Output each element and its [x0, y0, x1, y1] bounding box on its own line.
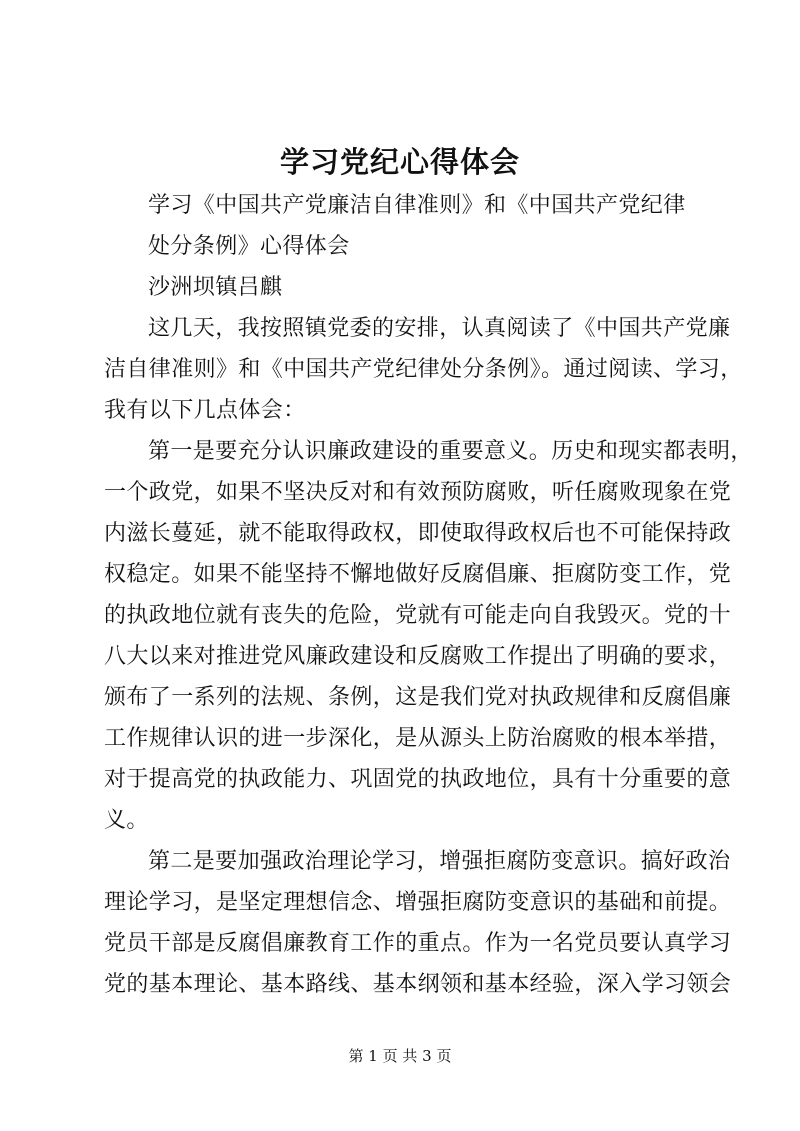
author-line: 沙洲坝镇吕麒 [148, 275, 283, 300]
paragraph-line: 理论学习，是坚定理想信念、增强拒腐防变意识的基础和前提。 [104, 890, 732, 915]
paragraph-line: 的执政地位就有丧失的危险，党就有可能走向自我毁灭。党的十 [104, 603, 732, 628]
paragraph-line: 一个政党，如果不坚决反对和有效预防腐败，听任腐败现象在党 [104, 480, 732, 505]
paragraph-line: 工作规律认识的进一步深化，是从源头上防治腐败的根本举措， [104, 726, 732, 751]
page-footer: 第 1 页 共 3 页 [348, 1047, 452, 1065]
subtitle-line: 处分条例》心得体会 [148, 234, 350, 259]
paragraph-line: 党员干部是反腐倡廉教育工作的重点。作为一名党员要认真学习 [104, 931, 732, 956]
paragraph-line: 我有以下几点体会： [104, 398, 306, 423]
document-title: 学习党纪心得体会 [279, 145, 520, 179]
paragraph-line: 党的基本理论、基本路线、基本纲领和基本经验，深入学习领会 [104, 972, 732, 997]
paragraph-line: 颁布了一系列的法规、条例，这是我们党对执政规律和反腐倡廉 [104, 685, 732, 710]
paragraph-line: 义。 [104, 808, 149, 833]
paragraph-line: 洁自律准则》和《中国共产党纪律处分条例》。通过阅读、学习， [104, 357, 743, 382]
paragraph-line: 对于提高党的执政能力、巩固党的执政地位，具有十分重要的意 [104, 767, 732, 792]
paragraph-line: 这几天，我按照镇党委的安排，认真阅读了《中国共产党廉 [148, 316, 731, 341]
subtitle-line: 学习《中国共产党廉洁自律准则》和《中国共产党纪律 [148, 193, 686, 218]
paragraph-line: 内滋长蔓延，就不能取得政权，即使取得政权后也不可能保持政 [104, 521, 732, 546]
paragraph-line: 八大以来对推进党风廉政建设和反腐败工作提出了明确的要求， [104, 644, 732, 669]
paragraph-line: 权稳定。如果不能坚持不懈地做好反腐倡廉、拒腐防变工作，党 [104, 562, 732, 587]
paragraph-line: 第一是要充分认识廉政建设的重要意义。历史和现实都表明， [148, 439, 753, 464]
paragraph-line: 第二是要加强政治理论学习，增强拒腐防变意识。搞好政治 [148, 849, 731, 874]
